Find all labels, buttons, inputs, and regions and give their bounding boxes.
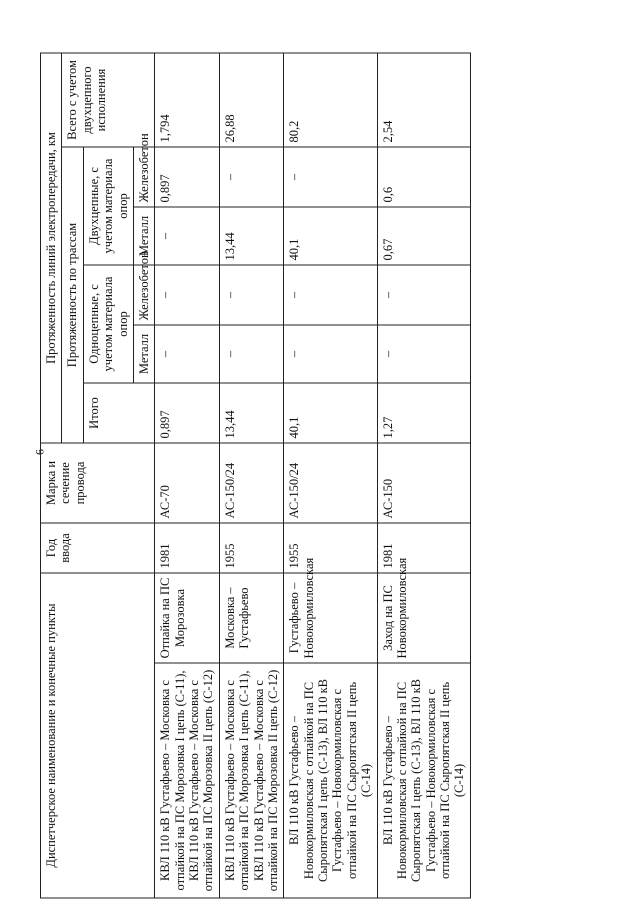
row-double-metal: 0,67	[377, 207, 470, 265]
header-wire: Марка и сечение провода	[41, 443, 155, 523]
header-by-route: Протяженность по трассам	[62, 147, 83, 443]
row-double-metal: 40,1	[284, 207, 377, 265]
row-endpoint: Московка – Густафьево	[219, 573, 284, 663]
row-year: 1955	[219, 523, 284, 573]
table-row	[219, 53, 284, 898]
table-container	[40, 54, 580, 899]
row-name: ВЛ 110 кВ Густафьево – Новокормиловская с отпайкой на ПС Сыропятская I цепь (С-13), ВЛ 110 кВ Густафьево – Новокормиловская с отпайкой на ПС Сыропятская II цепь (С-14)	[377, 663, 470, 898]
row-name: ВЛ 110 кВ Густафьево – Новокормиловская с отпайкой на ПС Сыропятская I цепь (С-13), ВЛ 110 кВ Густафьево – Новокормиловская с отпайкой на ПС Сыропятская II цепь (С-14)	[284, 663, 377, 898]
header-double: Двухцепные, с учетом материала опор	[83, 147, 133, 265]
table-row	[284, 53, 377, 898]
row-single-metal: –	[377, 325, 470, 383]
header-single-metal: Металл	[133, 325, 154, 383]
header-single: Одноцепные, с учетом материала опор	[83, 265, 133, 383]
row-double-concrete: 0,897	[155, 147, 220, 207]
row-wire: АС-150	[377, 443, 470, 523]
row-year: 1981	[155, 523, 220, 573]
row-total: 0,897	[155, 383, 220, 443]
row-single-concrete: –	[377, 265, 470, 325]
header-single-concrete: Железобетон	[133, 265, 154, 325]
table-row	[155, 53, 220, 898]
row-wire: АС-150/24	[284, 443, 377, 523]
page-number: 6	[32, 449, 47, 455]
row-endpoint: Заход на ПС Новокормиловская	[377, 573, 470, 663]
row-double-metal: 13,44	[219, 207, 284, 265]
row-single-concrete: –	[219, 265, 284, 325]
header-year: Год ввода	[41, 523, 155, 573]
row-double-metal: –	[155, 207, 220, 265]
header-double-concrete: Железобетон	[133, 147, 154, 207]
row-all: 80,2	[284, 53, 377, 147]
row-single-concrete: –	[155, 265, 220, 325]
row-total: 1,27	[377, 383, 470, 443]
row-year: 1955	[284, 523, 377, 573]
row-single-metal: –	[219, 325, 284, 383]
row-total: 40,1	[284, 383, 377, 443]
header-double-metal: Металл	[133, 207, 154, 265]
power-lines-table	[40, 52, 471, 898]
row-name: КВЛ 110 кВ Густафьево – Московка с отпайкой на ПС Морозовка I цепь (С-11), КВЛ 110 кВ Густафьево – Московка с отпайкой на ПС Морозовка II цепь (С-12)	[155, 663, 220, 898]
table-row	[377, 53, 470, 898]
row-wire: АС-70	[155, 443, 220, 523]
row-wire: АС-150/24	[219, 443, 284, 523]
row-year: 1981	[377, 523, 470, 573]
row-endpoint: Отпайка на ПС Морозовка	[155, 573, 220, 663]
header-name: Диспетчерское наименование и конечные пункты	[41, 573, 155, 898]
header-length-group: Протяженность линий электропередачи, км	[41, 53, 62, 443]
header-all-double: Всего с учетом двухцепного исполнения	[62, 53, 155, 147]
row-single-metal: –	[284, 325, 377, 383]
row-single-metal: –	[155, 325, 220, 383]
row-all: 2,54	[377, 53, 470, 147]
row-single-concrete: –	[284, 265, 377, 325]
header-total: Итого	[83, 383, 155, 443]
row-endpoint: Густафьево – Новокормиловская	[284, 573, 377, 663]
row-all: 26,88	[219, 53, 284, 147]
row-double-concrete: 0,6	[377, 147, 470, 207]
row-double-concrete: –	[219, 147, 284, 207]
row-name: КВЛ 110 кВ Густафьево – Московка с отпайкой на ПС Морозовка I цепь (С-11), КВЛ 110 кВ Густафьево – Московка с отпайкой на ПС Морозовка II цепь (С-12)	[219, 663, 284, 898]
row-total: 13,44	[219, 383, 284, 443]
row-all: 1,794	[155, 53, 220, 147]
row-double-concrete: –	[284, 147, 377, 207]
